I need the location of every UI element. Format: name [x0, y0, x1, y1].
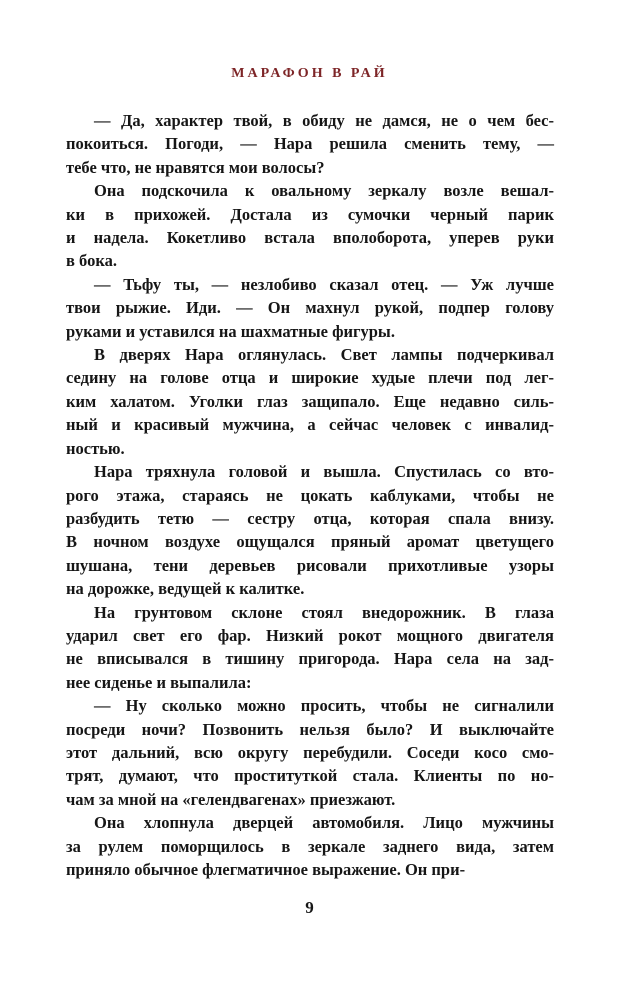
text-line: Она хлопнула дверцей автомобиля. Лицо мужчины	[94, 813, 554, 833]
paragraph	[66, 109, 554, 179]
text-line: ностью.	[66, 438, 125, 458]
text-line: твои рыжие. Иди. — Он махнул рукой, подпер голову	[66, 298, 554, 318]
paragraph	[66, 601, 554, 695]
text-line: ударил свет его фар. Низкий рокот мощного двигателя	[66, 625, 554, 645]
text-line: ки в прихожей. Достала из сумочки черный парик	[66, 204, 554, 224]
page-number: 9	[305, 898, 314, 917]
running-head-title: МАРАФОН В РАЙ	[231, 66, 388, 81]
text-line: седину на голове отца и широкие худые плечи под лег-	[66, 368, 554, 388]
text-line: шушана, тени деревьев рисовали прихотливые узоры	[66, 555, 554, 575]
text-line: — Да, характер твой, в обиду не дамся, не о чем бес-	[94, 111, 554, 130]
text-line: приняло обычное флегматичное выражение. Он при-	[66, 860, 466, 879]
text-line: В ночном воздухе ощущался пряный аромат цветущего	[66, 532, 554, 552]
text-line: руками и уставился на шахматные фигуры.	[66, 321, 395, 341]
text-line: на дорожке, ведущей к калитке.	[66, 579, 305, 599]
text-line: Нара тряхнула головой и вышла. Спустилась со вто-	[94, 462, 554, 482]
page-text	[66, 109, 554, 881]
text-line: покоиться. Погоди, — Нара решила сменить тему, —	[66, 134, 554, 154]
text-line: — Тьфу ты, — незлобиво сказал отец. — Уж лучше	[94, 274, 554, 294]
paragraph	[66, 694, 554, 811]
text-line: не вписывался в тишину пригорода. Нара села на зад-	[66, 649, 554, 669]
paragraph	[66, 273, 554, 343]
text-line: и надела. Кокетливо встала вполоборота, уперев руки	[66, 228, 554, 248]
text-line: тебе что, не нравятся мои волосы?	[66, 157, 325, 177]
text-line: рого этажа, стараясь не цокать каблуками, чтобы не	[66, 485, 554, 505]
text-line: посреди ночи? Позвонить нельзя было? И выключайте	[66, 719, 554, 739]
paragraph	[66, 460, 554, 600]
text-line: Она подскочила к овальному зеркалу возле вешал-	[94, 181, 554, 201]
paragraph	[66, 343, 554, 460]
paragraph	[66, 179, 554, 273]
text-line: этот дальний, всю округу перебудили. Соседи косо смо-	[66, 742, 554, 762]
text-line: в бока.	[66, 251, 117, 271]
text-line: На грунтовом склоне стоял внедорожник. В глаза	[94, 602, 554, 622]
text-line: трят, думают, что проституткой стала. Клиенты по но-	[66, 766, 554, 786]
paragraph	[66, 811, 554, 881]
text-line: нее сиденье и выпалила:	[66, 672, 252, 692]
text-line: — Ну сколько можно просить, чтобы не сигналили	[94, 696, 554, 716]
text-line: за рулем поморщилось в зеркале заднего вида, затем	[66, 836, 554, 856]
text-line: разбудить тетю — сестру отца, которая спала внизу.	[66, 508, 554, 528]
text-line: В дверях Нара оглянулась. Свет лампы подчеркивал	[94, 345, 554, 365]
text-line: ким халатом. Уголки глаз защипало. Еще недавно силь-	[66, 391, 554, 411]
text-line: ный и красивый мужчина, а сейчас человек с инвалид-	[66, 415, 554, 435]
text-line: чам за мной на «гелендвагенах» приезжают.	[66, 789, 396, 809]
